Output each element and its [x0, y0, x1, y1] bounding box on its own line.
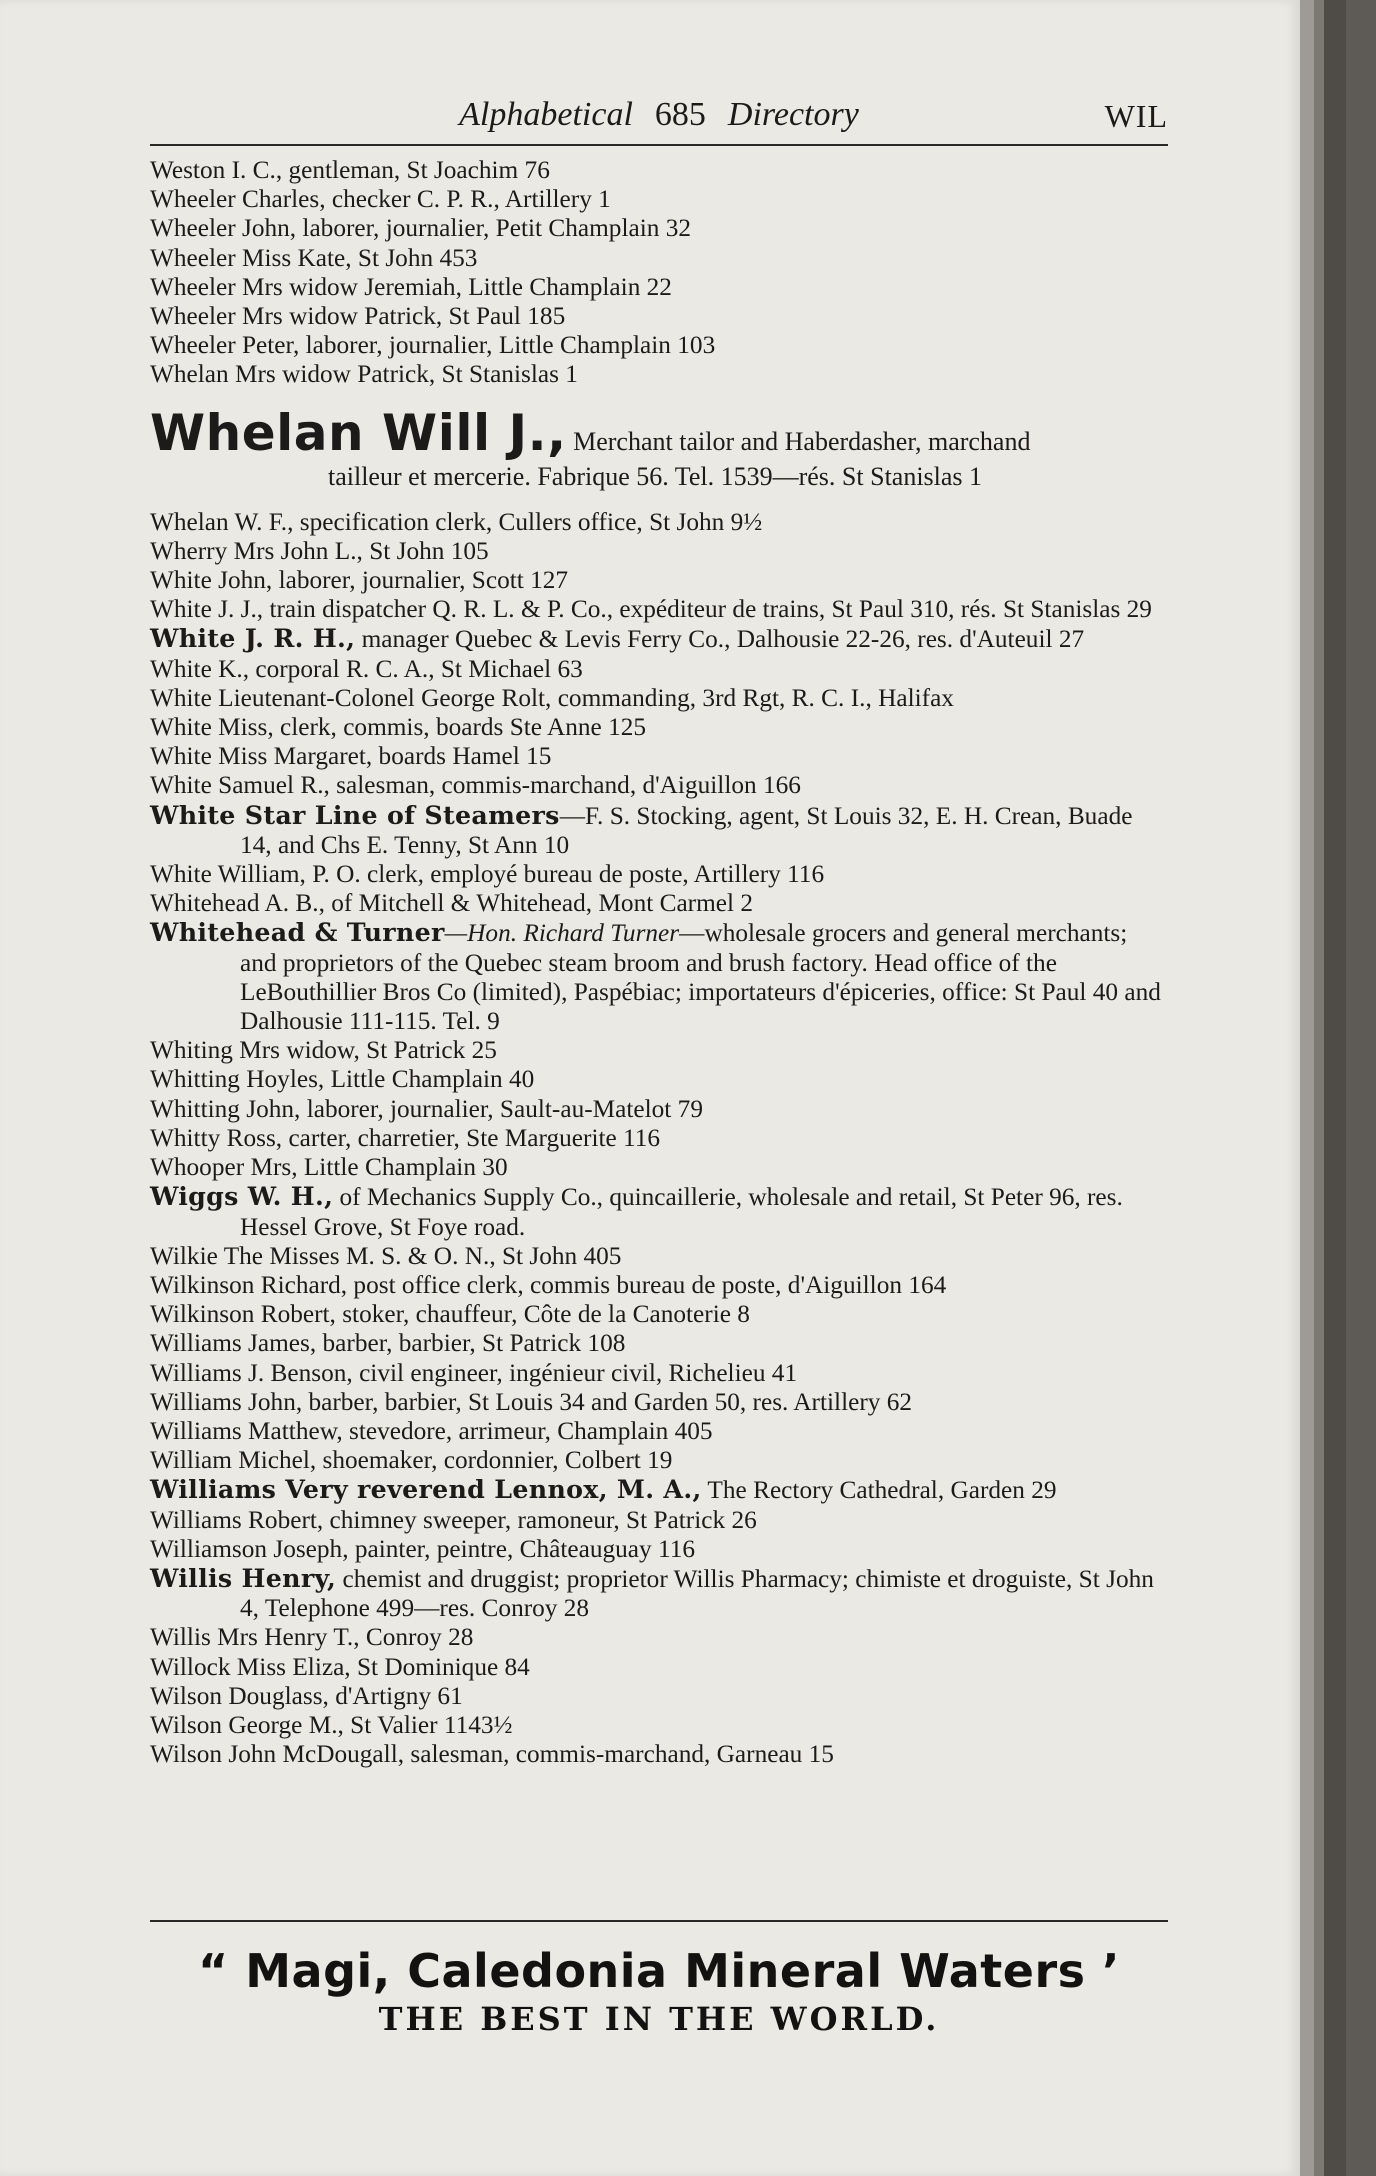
directory-entry	[150, 684, 1168, 713]
entry-text: Williams James, barber, barbier, St Patrick 108	[150, 1329, 626, 1358]
directory-entry	[150, 331, 1168, 360]
entry-text: Wheeler Mrs widow Patrick, St Paul 185	[150, 302, 566, 331]
directory-entry	[150, 214, 1168, 243]
whelan-advertisement	[150, 404, 1168, 492]
directory-entry	[150, 595, 1168, 624]
entry-text: White Samuel R., salesman, commis-marchand, d'Aiguillon 166	[150, 771, 801, 800]
directory-entry	[150, 1417, 1168, 1446]
entry-text: Whelan Mrs widow Patrick, St Stanislas 1	[150, 360, 578, 389]
directory-entry	[150, 1711, 1168, 1740]
directory-entry	[150, 508, 1168, 537]
directory-entry	[150, 655, 1168, 684]
directory-entry	[150, 771, 1168, 800]
directory-entry	[150, 1065, 1168, 1094]
entry-text: White K., corporal R. C. A., St Michael 63	[150, 654, 583, 683]
entry-text: Wheeler Charles, checker C. P. R., Artillery 1	[150, 185, 611, 214]
directory-entry	[150, 1036, 1168, 1065]
directory-entry	[150, 624, 1168, 654]
directory-entry	[150, 1623, 1168, 1652]
entry-text: White Lieutenant-Colonel George Rolt, commanding, 3rd Rgt, R. C. I., Halifax	[150, 683, 954, 712]
directory-entry	[150, 1124, 1168, 1153]
entry-bold-name: Williams Very reverend Lennox, M. A.,	[150, 1474, 702, 1505]
directory-entry	[150, 889, 1168, 918]
directory-entry	[150, 1300, 1168, 1329]
directory-entry	[150, 244, 1168, 273]
entry-text: Wilkinson Richard, post office clerk, commis bureau de poste, d'Aiguillon 164	[150, 1270, 947, 1299]
entry-text: Weston I. C., gentleman, St Joachim 76	[150, 156, 550, 184]
ad-line-1: Merchant tailor and Haberdasher, marchand	[573, 426, 1031, 456]
book-edge	[1300, 0, 1314, 2176]
directory-entry	[150, 1182, 1168, 1241]
page-number: 685	[654, 96, 706, 133]
entry-text: —F. S. Stocking, agent, St Louis 32, E. H. Crean, Buade 14, and Chs E. Tenny, St Ann 10	[240, 801, 1133, 859]
entry-text: Wilson John McDougall, salesman, commis-marchand, Garneau 15	[150, 1740, 834, 1769]
directory-entry	[150, 1095, 1168, 1124]
directory-entry	[150, 1653, 1168, 1682]
entry-text: White William, P. O. clerk, employé bureau de poste, Artillery 116	[150, 860, 825, 889]
entry-text: Williams J. Benson, civil engineer, ingénieur civil, Richelieu 41	[150, 1358, 798, 1387]
directory-entry	[150, 537, 1168, 566]
entry-bold-name: White Star Line of Steamers	[150, 799, 560, 830]
entry-text: Williams Robert, chimney sweeper, ramoneur, St Patrick 26	[150, 1505, 757, 1534]
section-letters: WIL	[1104, 98, 1168, 134]
entry-text: Wherry Mrs John L., St John 105	[150, 536, 489, 565]
entry-text: Wheeler Peter, laborer, journalier, Little Champlain 103	[150, 331, 716, 360]
directory-entry	[150, 1475, 1168, 1505]
directory-entry	[150, 1740, 1168, 1769]
directory-entry	[150, 1329, 1168, 1358]
ad-first-line	[150, 404, 1168, 462]
entry-text: Whitting Hoyles, Little Champlain 40	[150, 1065, 535, 1094]
entry-bold-name: Whitehead & Turner	[150, 917, 445, 948]
directory-entry	[150, 1506, 1168, 1535]
entry-text: White John, laborer, journalier, Scott 127	[150, 566, 569, 595]
directory-entry	[150, 1388, 1168, 1417]
entry-text: Whitting John, laborer, journalier, Sault-au-Matelot 79	[150, 1094, 703, 1123]
ad-line-2: tailleur et mercerie. Fabrique 56. Tel. 1539—rés. St Stanislas 1	[328, 461, 983, 491]
directory-entry	[150, 1271, 1168, 1300]
entry-text: The Rectory Cathedral, Garden 29	[701, 1476, 1057, 1505]
header-left-word: Alphabetical	[459, 96, 633, 133]
entry-bold-name: Willis Henry,	[150, 1562, 337, 1593]
footer-ad-title: “ Magi, Caledonia Mineral Waters ’	[198, 1944, 1120, 1998]
entry-text: Whelan W. F., specification clerk, Cullers office, St John 9½	[150, 507, 763, 536]
entry-text: chemist and druggist; proprietor Willis Pharmacy; chimiste et droguiste, St John 4, Telephone 499—res. Conroy 28	[240, 1564, 1154, 1623]
entry-text: Whitehead A. B., of Mitchell & Whitehead, Mont Carmel 2	[150, 889, 754, 918]
directory-entry	[150, 742, 1168, 771]
entry-text: White J. J., train dispatcher Q. R. L. & P. Co., expéditeur de trains, St Paul 310, rés. St Stanislas 29	[150, 595, 1152, 624]
footer-ad-tagline: THE BEST IN THE WORLD.	[378, 2000, 940, 2038]
page-content	[150, 96, 1168, 1769]
running-title	[150, 96, 1168, 134]
entry-text: Wilson George M., St Valier 1143½	[150, 1710, 513, 1739]
directory-entry	[150, 1242, 1168, 1271]
directory-entry	[150, 801, 1168, 860]
entry-text: Wilkie The Misses M. S. & O. N., St John 405	[150, 1241, 622, 1270]
book-edge	[1314, 0, 1324, 2176]
book-edge	[1324, 0, 1346, 2176]
entry-text: —wholesale grocers and general merchants; and proprietors of the Quebec steam broom and brush factory. Head office of the LeBouthillier Bros Co (limited), Paspébiac; importateurs d'épiceries, office: St Paul 40 and Dalhousie 111-115. Tel. 9	[240, 919, 1161, 1036]
entry-bold-name: White J. R. H.,	[150, 623, 356, 654]
entry-italic-text: —Hon. Richard Turner	[444, 919, 680, 948]
entry-text: Williams Matthew, stevedore, arrimeur, Champlain 405	[150, 1416, 713, 1445]
directory-entry	[150, 918, 1168, 1036]
book-edge	[1346, 0, 1376, 2176]
entry-text: Wheeler Mrs widow Jeremiah, Little Champlain 22	[150, 272, 672, 301]
entry-text: Williamson Joseph, painter, peintre, Châteauguay 116	[150, 1534, 695, 1563]
entry-text: Wilson Douglass, d'Artigny 61	[150, 1681, 463, 1710]
entry-bold-name: Wiggs W. H.,	[150, 1181, 334, 1212]
entry-text: White Miss, clerk, commis, boards Ste Anne 125	[150, 713, 647, 742]
entry-text: Whitty Ross, carter, charretier, Ste Marguerite 116	[150, 1123, 661, 1152]
entry-text: Whooper Mrs, Little Champlain 30	[150, 1153, 508, 1182]
entry-text: Wheeler Miss Kate, St John 453	[150, 243, 478, 272]
header-right-word: Directory	[727, 96, 859, 133]
directory-entry	[150, 185, 1168, 214]
directory-entry	[150, 860, 1168, 889]
entry-text: Whiting Mrs widow, St Patrick 25	[150, 1036, 497, 1065]
directory-entry	[150, 566, 1168, 595]
entry-text: Willock Miss Eliza, St Dominique 84	[150, 1652, 530, 1681]
entry-text: Willis Mrs Henry T., Conroy 28	[150, 1623, 474, 1652]
directory-entry	[150, 713, 1168, 742]
ad-business-name: Whelan Will J.,	[150, 403, 567, 462]
directory-entry	[150, 1682, 1168, 1711]
entry-text: of Mechanics Supply Co., quincaillerie, wholesale and retail, St Peter 96, res. Hessel Grove, St Foye road.	[240, 1183, 1123, 1241]
entry-text: Williams John, barber, barbier, St Louis 34 and Garden 50, res. Artillery 62	[150, 1387, 913, 1416]
directory-entry	[150, 1359, 1168, 1388]
directory-entry	[150, 1153, 1168, 1182]
footer-advertisement	[150, 1920, 1168, 2038]
directory-entry	[150, 302, 1168, 331]
entries-list-main	[150, 508, 1168, 1770]
directory-entry	[150, 273, 1168, 302]
entry-text: Wilkinson Robert, stoker, chauffeur, Côte de la Canoterie 8	[150, 1300, 750, 1329]
directory-entry	[150, 156, 1168, 185]
directory-entry	[150, 360, 1168, 389]
entry-text: William Michel, shoemaker, cordonnier, Colbert 19	[150, 1446, 673, 1475]
directory-entry	[150, 1564, 1168, 1623]
entry-text: White Miss Margaret, boards Hamel 15	[150, 742, 552, 771]
entry-text: manager Quebec & Levis Ferry Co., Dalhousie 22-26, res. d'Auteuil 27	[355, 625, 1085, 654]
page-header	[150, 96, 1168, 146]
entry-text: Wheeler John, laborer, journalier, Petit Champlain 32	[150, 214, 691, 243]
directory-entry	[150, 1535, 1168, 1564]
directory-entry	[150, 1446, 1168, 1475]
entries-list-top	[150, 156, 1168, 390]
